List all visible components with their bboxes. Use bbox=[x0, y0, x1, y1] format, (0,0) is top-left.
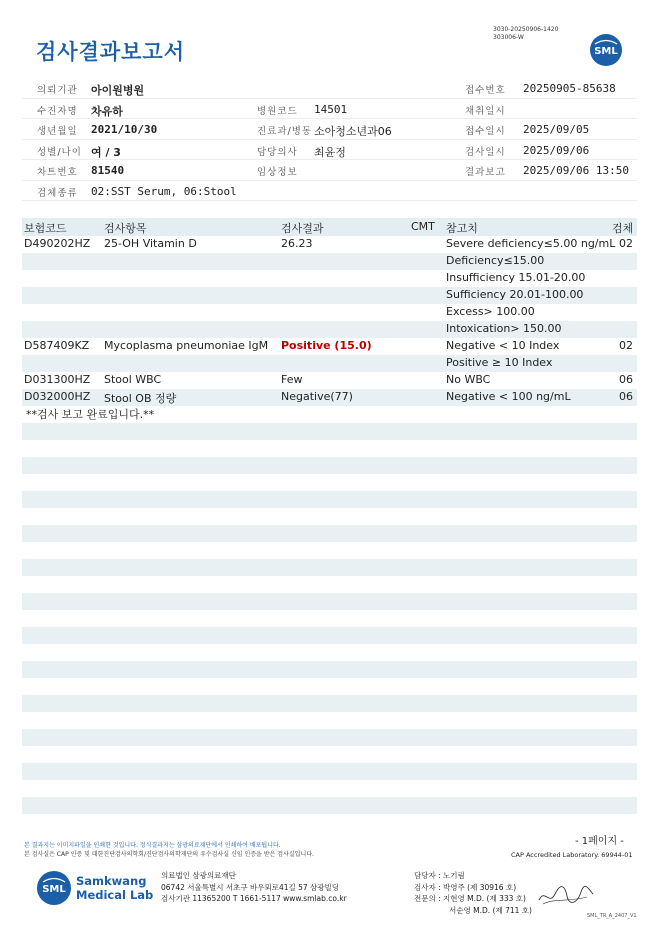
table-row bbox=[22, 372, 637, 389]
brand-name bbox=[76, 874, 153, 902]
table-row bbox=[22, 287, 637, 304]
report-title: 검사결과보고서 bbox=[36, 40, 186, 64]
label-receipt-date: 접수일시 bbox=[465, 126, 506, 137]
empty-row bbox=[22, 593, 637, 610]
cell-result: Negative(77) bbox=[281, 390, 353, 403]
info-row bbox=[22, 160, 637, 181]
cell-spec: 02 bbox=[619, 237, 633, 250]
cell-ref: Severe deficiency≤5.00 ng/mL bbox=[446, 237, 616, 250]
header-specimen: 검체 bbox=[612, 222, 634, 235]
info-row bbox=[22, 119, 637, 140]
staff-line: 검사자 : 박영주 (제 30916 호) bbox=[414, 882, 517, 892]
info-row bbox=[22, 181, 637, 202]
signature-icon bbox=[535, 880, 595, 910]
header-code: 보험코드 bbox=[24, 222, 67, 235]
staff-line: 서순영 M.D. (제 711 호) bbox=[449, 905, 532, 915]
label-hospital-code: 병원코드 bbox=[257, 105, 298, 117]
cell-ref: Intoxication> 150.00 bbox=[446, 322, 562, 335]
sml-logo-icon-bottom bbox=[36, 870, 72, 906]
page-number: - 1페이지 - bbox=[575, 836, 624, 847]
empty-row bbox=[22, 729, 637, 746]
cell-result: 26.23 bbox=[281, 237, 313, 250]
footer-cert-note: 본 검사실은 CAP 인증 및 대한진단검사의학회/진단검사의학재단의 우수검사실 신임 인증을 받은 검사실입니다. bbox=[24, 851, 314, 858]
cell-item: Stool OB 정량 bbox=[104, 392, 177, 405]
empty-row bbox=[22, 695, 637, 712]
cell-code: D031300HZ bbox=[24, 373, 91, 386]
cell-ref: Negative < 100 ng/mL bbox=[446, 390, 571, 403]
patient-info bbox=[22, 78, 637, 201]
table-body bbox=[22, 236, 637, 406]
table-row bbox=[22, 253, 637, 270]
empty-row bbox=[22, 525, 637, 542]
info-row bbox=[22, 140, 637, 161]
info-row bbox=[22, 99, 637, 120]
empty-row bbox=[22, 491, 637, 508]
info-row bbox=[22, 78, 637, 99]
header-reference: 참고치 bbox=[446, 222, 478, 235]
empty-row bbox=[22, 661, 637, 678]
brand-line-1: Samkwang bbox=[76, 874, 147, 888]
value-receipt-date: 2025/09/05 bbox=[523, 123, 590, 136]
header-item: 검사항목 bbox=[104, 222, 147, 235]
label-institution: 의뢰기관 bbox=[37, 85, 78, 96]
cell-code: D587409KZ bbox=[24, 339, 90, 352]
logo-text: SML bbox=[42, 884, 66, 895]
cell-ref: Insufficiency 15.01-20.00 bbox=[446, 271, 586, 284]
empty-row bbox=[22, 559, 637, 576]
addr-line: 의료법인 삼광의료재단 bbox=[161, 871, 236, 880]
empty-row bbox=[22, 423, 637, 440]
value-institution: 아이원병원 bbox=[91, 84, 145, 97]
table-row bbox=[22, 321, 637, 338]
label-test-date: 검사일시 bbox=[465, 146, 506, 158]
cell-spec: 02 bbox=[619, 339, 633, 352]
label-report-date: 결과보고 bbox=[465, 167, 506, 178]
cap-accreditation: CAP Accredited Laboratory. 69944-01 bbox=[511, 851, 633, 859]
value-patient-name: 차유하 bbox=[91, 104, 123, 118]
table-row bbox=[22, 389, 637, 406]
cell-ref: Sufficiency 20.01-100.00 bbox=[446, 288, 584, 301]
value-report-date: 2025/09/06 13:50 bbox=[523, 164, 629, 177]
empty-row bbox=[22, 797, 637, 814]
cell-ref: Excess> 100.00 bbox=[446, 305, 535, 318]
header-cmt: CMT bbox=[411, 220, 435, 233]
footer-print-note: 본 결과지는 이미지파일을 인쇄한 것입니다. 정식결과지는 삼광의료재단에서 인쇄하여 배포됩니다. bbox=[24, 842, 281, 849]
value-hospital-code: 14501 bbox=[314, 102, 348, 116]
label-clinical-info: 임상정보 bbox=[257, 167, 298, 178]
sml-logo-icon bbox=[589, 33, 623, 67]
value-specimen-type: 02:SST Serum, 06:Stool bbox=[91, 184, 237, 198]
empty-row bbox=[22, 627, 637, 644]
table-row bbox=[22, 270, 637, 287]
header-result: 검사결과 bbox=[281, 222, 324, 235]
value-department: 소아청소년과06 bbox=[314, 125, 392, 138]
logo-text: SML bbox=[594, 46, 618, 57]
value-chart-no: 81540 bbox=[91, 164, 125, 177]
cell-ref: Deficiency≤15.00 bbox=[446, 254, 545, 267]
label-doctor: 담당의사 bbox=[257, 146, 298, 158]
addr-line: 06742 서울특별시 서초구 바우뫼로41길 57 삼광빌딩 bbox=[161, 882, 340, 892]
cell-result: Positive (15.0) bbox=[281, 339, 372, 352]
form-code: SML_TR_A_2407_V1 bbox=[587, 913, 637, 919]
cell-code: D032000HZ bbox=[24, 390, 91, 403]
value-birthdate: 2021/10/30 bbox=[91, 123, 158, 136]
cell-item: 25-OH Vitamin D bbox=[104, 237, 197, 250]
cell-ref: No WBC bbox=[446, 373, 491, 386]
results-table bbox=[22, 218, 637, 406]
empty-row bbox=[22, 457, 637, 474]
label-chart-no: 차트번호 bbox=[37, 167, 78, 178]
doc-id-2: 303006-W bbox=[493, 34, 524, 41]
value-receipt-no: 20250905-85638 bbox=[523, 82, 616, 95]
value-test-date: 2025/09/06 bbox=[523, 143, 590, 157]
label-birthdate: 생년월일 bbox=[37, 126, 78, 137]
addr-line: 검사기관 11365200 T 1661-5117 www.smlab.co.kr bbox=[161, 894, 347, 903]
staff-line: 전문의 : 지현영 M.D. (제 333 호) bbox=[414, 894, 526, 903]
empty-row bbox=[22, 763, 637, 780]
label-receipt-no: 접수번호 bbox=[465, 85, 506, 96]
cell-item: Stool WBC bbox=[104, 373, 162, 386]
cell-spec: 06 bbox=[619, 373, 633, 386]
label-sex-age: 성별/나이 bbox=[37, 146, 82, 158]
table-row bbox=[22, 236, 637, 253]
brand-line-2: Medical Lab bbox=[76, 888, 154, 902]
document-ids bbox=[493, 26, 558, 42]
institution-address bbox=[161, 870, 347, 905]
table-row bbox=[22, 338, 637, 355]
label-specimen-type: 검체종류 bbox=[37, 187, 78, 199]
value-sex-age: 여 / 3 bbox=[91, 145, 121, 159]
staff-list bbox=[414, 870, 532, 916]
table-row bbox=[22, 355, 637, 372]
cell-spec: 06 bbox=[619, 390, 633, 403]
label-collection-date: 채취일시 bbox=[465, 105, 506, 117]
completion-message: **검사 보고 완료입니다.** bbox=[26, 408, 155, 421]
label-department: 진료과/병동 bbox=[257, 126, 313, 137]
cell-ref: Positive ≥ 10 Index bbox=[446, 356, 553, 369]
doc-id-1: 3030-20250906-1420 bbox=[493, 26, 559, 33]
table-row bbox=[22, 304, 637, 321]
table-header bbox=[22, 218, 637, 236]
cell-ref: Negative < 10 Index bbox=[446, 339, 560, 352]
value-doctor: 최윤정 bbox=[314, 145, 346, 159]
cell-item: Mycoplasma pneumoniae IgM bbox=[104, 339, 269, 352]
label-patient-name: 수진자명 bbox=[37, 105, 78, 117]
cell-code: D490202HZ bbox=[24, 237, 91, 250]
staff-line: 담당자 : 노기림 bbox=[414, 871, 465, 880]
cell-result: Few bbox=[281, 373, 303, 386]
